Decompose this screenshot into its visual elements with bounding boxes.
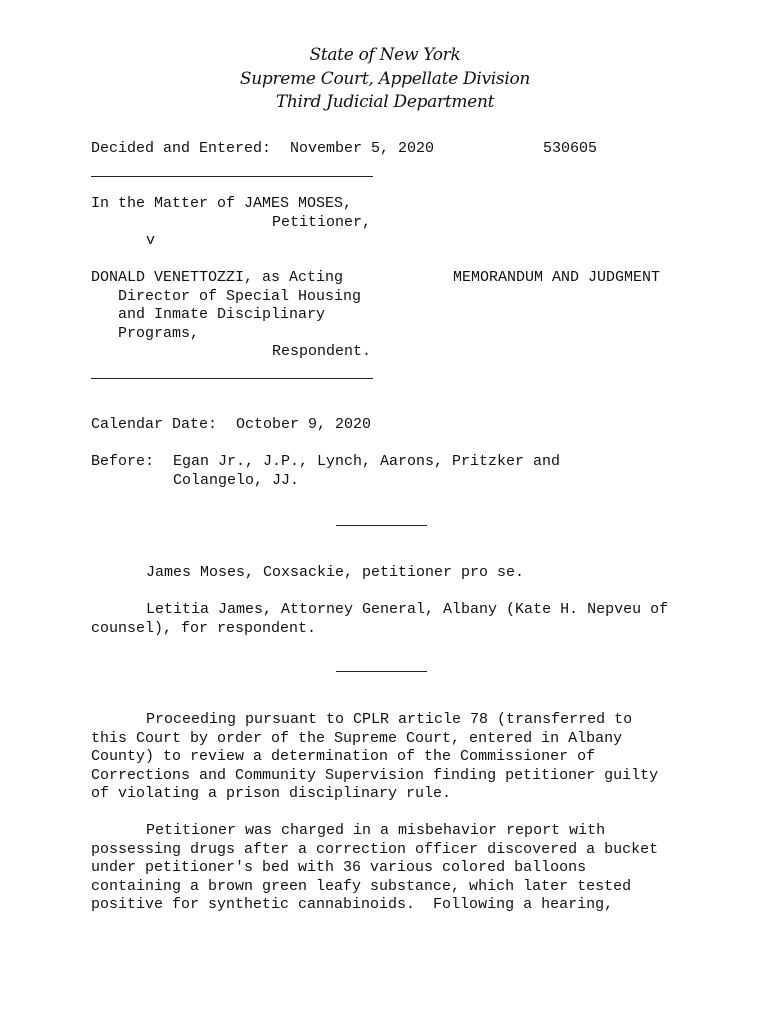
- body-p2-line-1: Petitioner was charged in a misbehavior report with: [146, 822, 606, 839]
- decided-label: Decided and Entered:: [91, 140, 272, 157]
- appearance-petitioner: James Moses, Coxsackie, petitioner pro se.: [146, 564, 525, 581]
- body-p1-line-2: this Court by order of the Supreme Court, entered in Albany: [91, 729, 623, 747]
- docket-number: 530605: [543, 140, 598, 157]
- caption-top-rule: [91, 176, 373, 177]
- before-label: Before:: [91, 453, 155, 470]
- body-p2-line-2: possessing drugs after a correction officer discovered a bucket: [91, 840, 659, 858]
- matter-line: In the Matter of JAMES MOSES,: [91, 195, 353, 212]
- caption-bottom-rule: [91, 378, 373, 379]
- court-header: [0, 44, 770, 115]
- respondent-line-4: Programs,: [118, 324, 200, 342]
- body-p2-line-5: positive for synthetic cannabinoids. Following a hearing,: [91, 896, 614, 913]
- section-divider-2: [336, 671, 427, 672]
- body-p1-line-5: of violating a prison disciplinary rule.: [91, 785, 452, 802]
- calendar-date: October 9, 2020: [236, 416, 372, 433]
- document-type: MEMORANDUM AND JUDGMENT: [453, 269, 661, 286]
- body-p1-line-1: Proceeding pursuant to CPLR article 78 (transferred to: [146, 711, 633, 728]
- versus: v: [146, 232, 156, 249]
- body-p1-line-4: Corrections and Community Supervision finding petitioner guilty: [91, 766, 659, 784]
- calendar-label: Calendar Date:: [91, 416, 218, 433]
- respondent-line-3: and Inmate Disciplinary: [118, 306, 326, 323]
- body-p2-line-4: containing a brown green leafy substance, which later tested: [91, 877, 632, 895]
- appearance-respondent-line-2: counsel), for respondent.: [91, 619, 317, 637]
- before-judges-line-2: Colangelo, JJ.: [173, 471, 300, 489]
- before-judges-line-1: Egan Jr., J.P., Lynch, Aarons, Pritzker and: [173, 453, 561, 470]
- body-p1-line-3: County) to review a determination of the Commissioner of: [91, 748, 596, 765]
- decided-date: November 5, 2020: [290, 140, 435, 157]
- court-state: State of New York: [309, 45, 461, 65]
- respondent-line-1: DONALD VENETTOZZI, as Acting: [91, 269, 344, 286]
- body-p2-line-3: under petitioner's bed with 36 various colored balloons: [91, 859, 587, 876]
- court-name: Supreme Court, Appellate Division: [239, 68, 531, 89]
- respondent-role: Respondent.: [272, 343, 372, 360]
- respondent-line-2: Director of Special Housing: [118, 287, 362, 305]
- court-department: Third Judicial Department: [275, 92, 495, 112]
- section-divider-1: [336, 525, 427, 526]
- petitioner-role: Petitioner,: [272, 213, 372, 231]
- appearance-respondent-line-1: Letitia James, Attorney General, Albany (Kate H. Nepveu of: [146, 601, 669, 618]
